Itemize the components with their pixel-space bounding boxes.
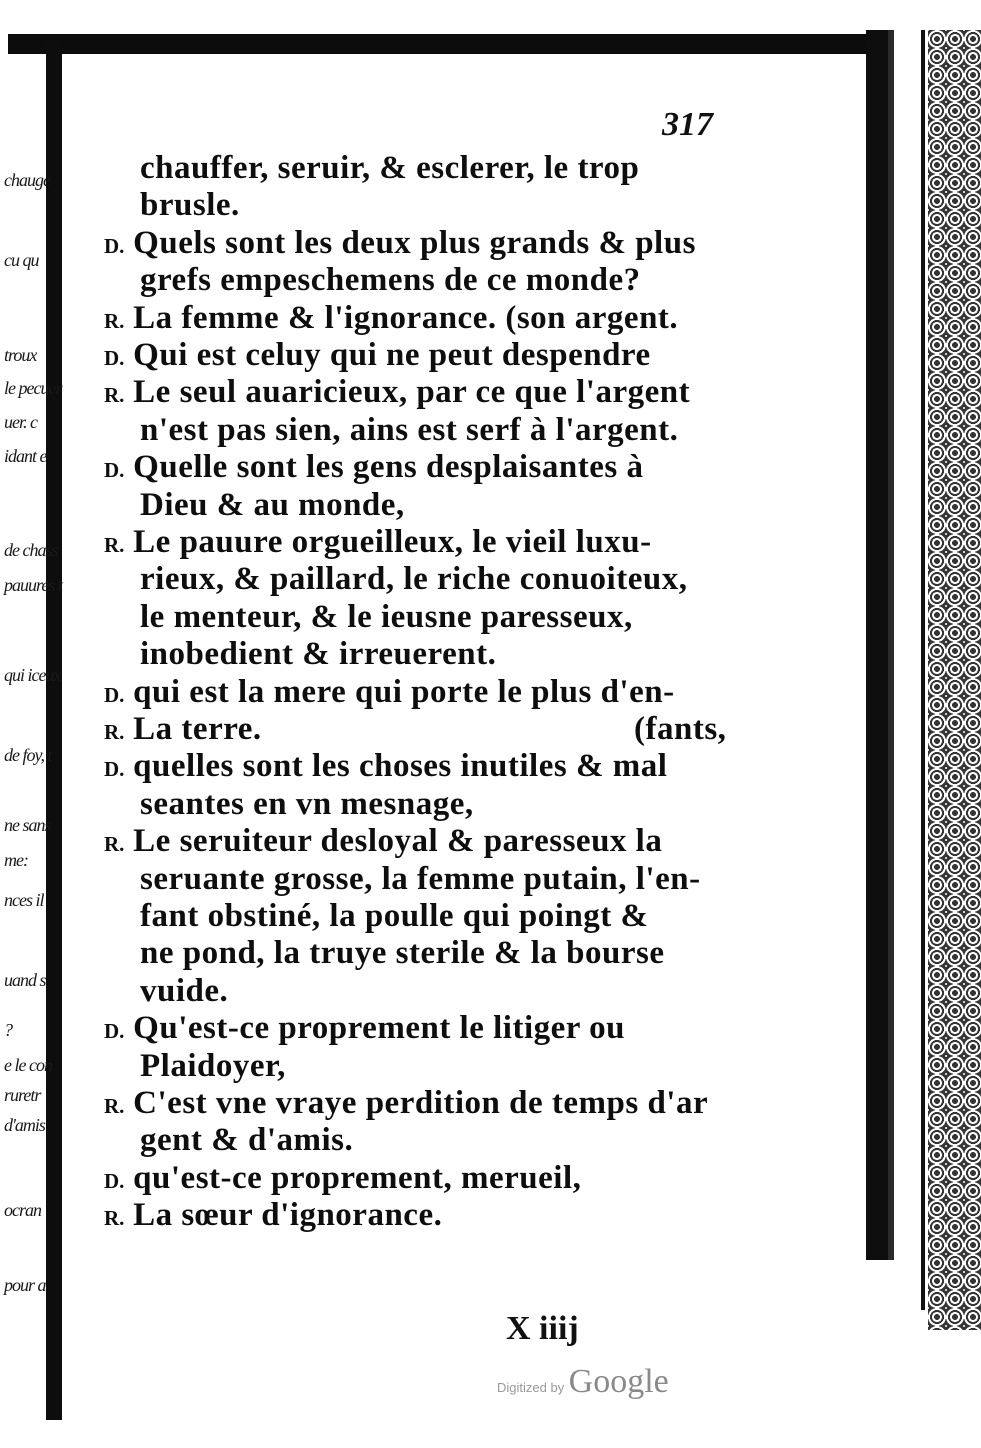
speaker-marker: R. xyxy=(104,308,125,333)
speaker-marker: R. xyxy=(104,1094,125,1118)
ornamental-binding-pattern xyxy=(928,30,981,1330)
margin-fragment: pauures t xyxy=(4,575,62,595)
text-line xyxy=(140,786,474,823)
margin-fragment: uand s xyxy=(4,970,46,990)
margin-fragment: nces il xyxy=(4,890,44,910)
margin-fragment: le pecuer xyxy=(4,378,62,398)
line-text: Plaidoyer, xyxy=(140,1047,286,1084)
text-line xyxy=(140,262,641,299)
line-text: qui est la mere qui porte le plus d'en- xyxy=(133,673,675,710)
page-number: 317 xyxy=(662,106,713,143)
text-line xyxy=(140,187,240,224)
line-text: Le seruiteur desloyal & paresseux la xyxy=(133,823,663,860)
ornament-border-line xyxy=(921,30,925,1310)
text-line xyxy=(104,449,643,486)
margin-fragment: troux xyxy=(4,345,37,365)
margin-fragment: chauge xyxy=(4,170,50,190)
line-text: Quelle sont les gens desplaisantes à xyxy=(133,449,644,486)
speaker-marker: R. xyxy=(104,533,125,557)
line-text: La sœur d'ignorance. xyxy=(133,1197,443,1234)
text-line xyxy=(104,374,690,411)
line-text: Le pauure orgueilleux, le vieil luxu- xyxy=(133,524,652,560)
speaker-marker: R. xyxy=(104,383,125,408)
text-line xyxy=(140,973,228,1010)
text-line xyxy=(104,1160,581,1197)
margin-fragment: ne sans xyxy=(4,815,51,835)
margin-fragment: ocran xyxy=(4,1200,41,1220)
margin-fragment: cu qu xyxy=(4,250,39,270)
margin-fragment: ruretr xyxy=(4,1085,41,1105)
text-line xyxy=(140,898,649,935)
line-text: gent & d'amis. xyxy=(140,1122,354,1159)
line-turnover: (fants, xyxy=(634,711,727,747)
line-text: La femme & l'ignorance. (son argent. xyxy=(133,299,679,336)
speaker-marker: D. xyxy=(104,346,125,370)
text-line xyxy=(140,150,639,187)
margin-fragment: qui iceux xyxy=(4,665,61,685)
text-line xyxy=(104,524,652,561)
text-line xyxy=(104,300,678,337)
text-line xyxy=(140,1048,286,1085)
line-text: Quels sont les deux plus grands & plus xyxy=(133,224,696,261)
text-line xyxy=(140,599,633,636)
binding-spine-edge xyxy=(888,30,894,1260)
text-line xyxy=(104,337,651,374)
speaker-marker: D. xyxy=(104,682,125,707)
line-text: brusle. xyxy=(140,187,240,224)
digitized-prefix: Digitized by xyxy=(497,1380,565,1395)
digitized-watermark xyxy=(497,1363,669,1401)
text-line xyxy=(140,1122,353,1159)
gutter-shadow xyxy=(46,40,62,1420)
line-text: qu'est-ce proprement, merueil, xyxy=(133,1159,582,1196)
speaker-marker: D. xyxy=(104,757,125,782)
text-line xyxy=(140,412,678,449)
signature-mark: X iiij xyxy=(506,1310,579,1347)
line-text: C'est vne vraye perdition de temps d'ar xyxy=(133,1085,709,1121)
speaker-marker: R. xyxy=(104,720,125,744)
line-text: n'est pas sien, ains est serf à l'argent. xyxy=(140,411,679,448)
margin-fragment: e le con xyxy=(4,1055,52,1075)
line-text: fant obstiné, la poulle qui poingt & xyxy=(140,898,649,934)
line-text: grefs empeschemens de ce monde? xyxy=(140,262,641,299)
line-text: seruante grosse, la femme putain, l'en- xyxy=(140,860,701,897)
line-text: le menteur, & le ieusne paresseux, xyxy=(140,598,633,635)
line-text: rieux, & paillard, le riche conuoiteux, xyxy=(140,561,688,598)
text-line xyxy=(140,861,701,898)
margin-fragment: me: xyxy=(4,850,28,870)
text-line xyxy=(104,711,262,748)
line-text: Le seul auaricieux, par ce que l'argent xyxy=(133,374,691,411)
line-text: Dieu & au monde, xyxy=(140,486,405,523)
text-line xyxy=(104,1010,625,1047)
margin-fragment: ? xyxy=(4,1020,12,1040)
margin-fragment: d'amis xyxy=(4,1115,45,1135)
line-text: vuide. xyxy=(140,972,229,1009)
google-brand: Google xyxy=(568,1363,669,1400)
margin-fragment: de foy, t xyxy=(4,745,52,765)
text-line xyxy=(104,1197,442,1234)
speaker-marker: R. xyxy=(104,1206,125,1231)
text-line xyxy=(104,1085,708,1122)
margin-fragment: idant e xyxy=(4,446,47,466)
speaker-marker: D. xyxy=(104,1168,125,1193)
line-text: ne pond, la truye sterile & la bourse xyxy=(140,935,665,972)
speaker-marker: D. xyxy=(104,233,125,258)
text-line xyxy=(140,636,496,673)
speaker-marker: D. xyxy=(104,458,125,483)
binding-spine xyxy=(866,30,888,1260)
line-text: inobedient & irreuerent. xyxy=(140,636,497,673)
text-line xyxy=(140,935,664,972)
margin-fragment: de chass xyxy=(4,540,58,560)
page-frame-top xyxy=(8,34,878,54)
text-line xyxy=(104,823,662,860)
line-text: La terre. xyxy=(133,711,262,747)
text-line xyxy=(104,748,667,785)
line-text: Qui est celuy qui ne peut despendre xyxy=(133,337,651,373)
speaker-marker: D. xyxy=(104,1019,125,1044)
line-text: Qu'est-ce proprement le litiger ou xyxy=(133,1010,625,1047)
line-text: quelles sont les choses inutiles & mal xyxy=(133,748,668,785)
margin-fragment: pour a xyxy=(4,1275,46,1295)
text-line xyxy=(104,225,696,262)
margin-fragment: uer. c xyxy=(4,412,37,432)
speaker-marker: R. xyxy=(104,832,125,857)
line-text: seantes en vn mesnage, xyxy=(140,785,474,822)
text-line xyxy=(104,674,675,711)
line-text: chauffer, seruir, & esclerer, le trop xyxy=(140,150,640,186)
text-line xyxy=(140,487,405,524)
text-line xyxy=(140,561,687,598)
